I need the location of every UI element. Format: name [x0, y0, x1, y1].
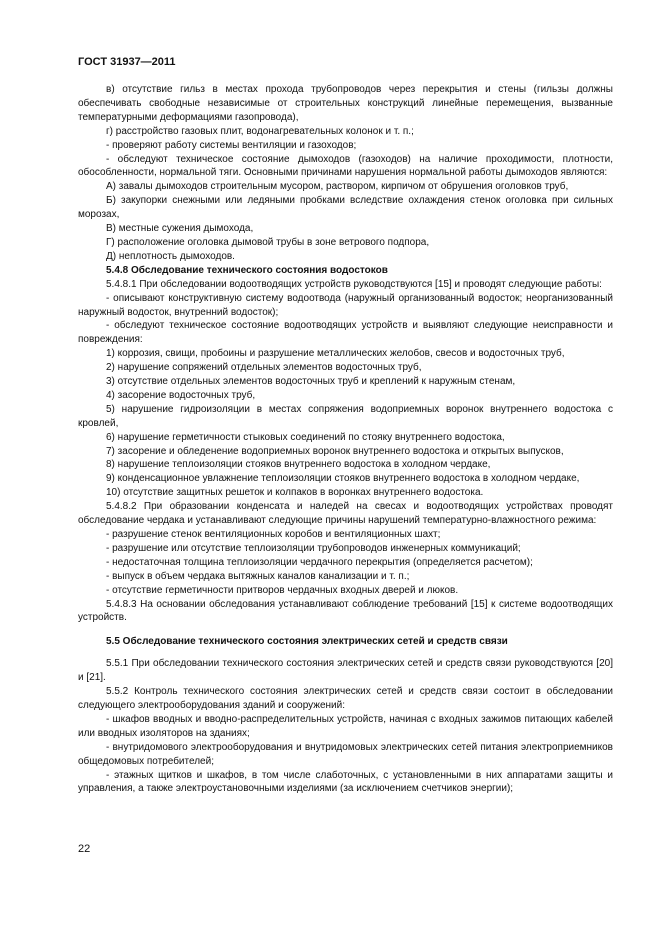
body-paragraph: В) местные сужения дымохода, — [106, 223, 254, 235]
body-paragraph: - разрушение стенок вентиляционных коробов и вентиляционных шахт; — [106, 529, 441, 540]
body-paragraph: - внутридомового электрооборудования и внутридомовых электрических сетей питания электроприемников общедомовых потребителей; — [78, 741, 613, 767]
body-paragraph: - проверяют работу системы вентиляции и газоходов; — [106, 139, 357, 151]
body-paragraph: в) отсутствие гильз в местах прохода трубопроводов через перекрытия и стены (гильзы должны обеспечивать свободные независимые от строительных конструкций линейные перемещения, вызванные температурными деформациями газопровода), — [78, 84, 613, 123]
body-paragraph: - обследуют техническое состояние дымоходов (газоходов) на наличие проходимости, плотности, обособленности, нормальной тяги. Основными причинами нарушения нормальной работы дымоходов являются: — [78, 153, 613, 179]
body-paragraph: - недостаточная толщина теплоизоляции чердачного перекрытия (определяется расчетом); — [106, 556, 533, 568]
body-paragraph: - выпуск в объем чердака вытяжных каналов канализации и т. п.; — [106, 570, 410, 582]
body-paragraph: 5.5.1 При обследовании технического состояния электрических сетей и средств связи руководствуются [20] и [21]. — [78, 658, 613, 684]
page-number: 22 — [78, 843, 91, 855]
body-paragraph: 4) засорение водосточных труб, — [106, 389, 256, 401]
body-paragraph: - обследуют техническое состояние водоотводящих устройств и выявляют следующие неисправности и повреждения: — [78, 320, 613, 346]
body-paragraph: 5) нарушение гидроизоляции в местах сопряжения водоприемных воронок внутреннего водостока с кровлей, — [78, 403, 613, 429]
section-heading: 5.5 Обследование технического состояния электрических сетей и средств связи — [106, 636, 508, 648]
body-paragraph: 2) нарушение сопряжений отдельных элементов водосточных труб, — [106, 362, 422, 374]
body-paragraph: 5.4.8.2 При образовании конденсата и наледей на свесах и водоотводящих устройствах проводят обследование чердака и устанавливают следующие причины нарушений температурно-влажностного режима: — [78, 501, 613, 527]
body-paragraph: А) завалы дымоходов строительным мусором, раствором, кирпичом от обрушения оголовков труб, — [106, 181, 569, 193]
body-paragraph: 1) коррозия, свищи, пробоины и разрушение металлических желобов, свесов и водосточных труб, — [106, 348, 565, 360]
body-paragraph: Б) закупорки снежными или ледяными пробками вследствие охлаждения стенок оголовка при сильных морозах, — [78, 195, 613, 221]
document-body — [78, 83, 613, 796]
body-paragraph: 6) нарушение герметичности стыковых соединений по стояку внутреннего водостока, — [106, 431, 505, 443]
document-header: ГОСТ 31937—2011 — [78, 56, 176, 68]
body-paragraph: 5.5.2 Контроль технического состояния электрических сетей и средств связи состоит в обследовании следующего электрооборудования зданий и сооружений: — [78, 686, 613, 711]
body-paragraph: 5.4.8.3 На основании обследования устанавливают соблюдение требований [15] к системе водоотводящих устройств. — [78, 598, 613, 624]
body-paragraph: Д) неплотность дымоходов. — [106, 250, 235, 262]
body-paragraph: - отсутствие герметичности притворов чердачных входных дверей и люков. — [106, 584, 459, 596]
body-paragraph: г) расстройство газовых плит, водонагревательных колонок и т. п.; — [106, 125, 414, 137]
body-paragraph: 3) отсутствие отдельных элементов водосточных труб и креплений к наружным стенам, — [106, 376, 516, 388]
section-heading: 5.4.8 Обследование технического состояния водостоков — [106, 264, 388, 276]
body-paragraph: - шкафов вводных и вводно-распределительных устройств, начиная с входных зажимов питающих кабелей или вводных изоляторов на зданиях; — [78, 713, 613, 739]
body-paragraph: 7) засорение и обледенение водоприемных воронок внутреннего водостока и открытых выпусков, — [106, 445, 564, 457]
body-paragraph: - разрушение или отсутствие теплоизоляции трубопроводов инженерных коммуникаций; — [106, 542, 521, 554]
body-paragraph: 5.4.8.1 При обследовании водоотводящих устройств руководствуются [15] и проводят следующие работы: — [106, 278, 602, 290]
body-paragraph: - описывают конструктивную систему водоотвода (наружный организованный водосток; неорганизованный наружный водосток, внутренний водосток); — [78, 292, 613, 318]
body-paragraph: - этажных щитков и шкафов, в том числе слаботочных, с установленными в них аппаратами защиты и управления, а также электроустановочными изделиями (за исключением счетчиков энергии); — [78, 769, 613, 795]
body-paragraph: Г) расположение оголовка дымовой трубы в зоне ветрового подпора, — [106, 236, 430, 248]
body-paragraph: 8) нарушение теплоизоляции стояков внутреннего водостока в холодном чердаке, — [106, 459, 491, 471]
body-paragraph: 10) отсутствие защитных решеток и колпаков в воронках внутреннего водостока. — [106, 487, 484, 499]
body-paragraph: 9) конденсационное увлажнение теплоизоляции стояков внутреннего водостока в холодном чердаке, — [106, 473, 580, 485]
